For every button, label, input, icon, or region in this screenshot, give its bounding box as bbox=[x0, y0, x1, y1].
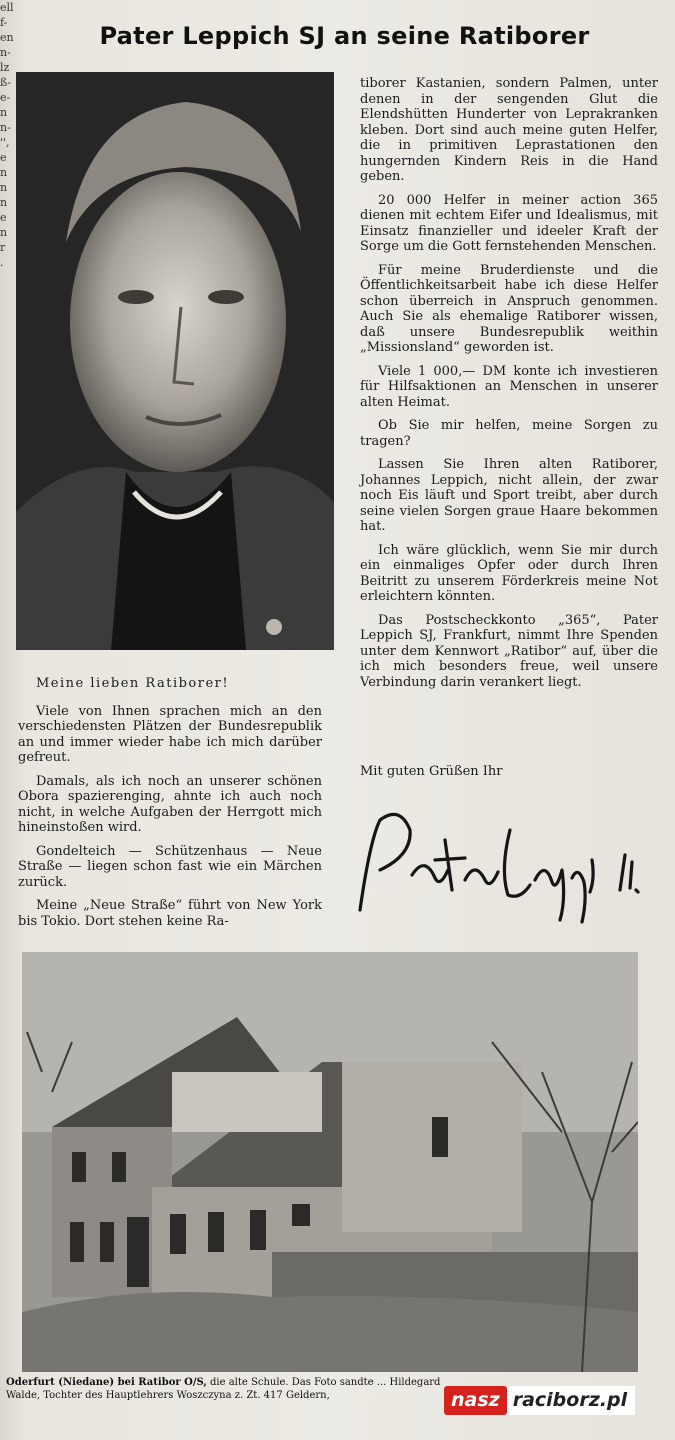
margin-fragment: n bbox=[0, 196, 8, 209]
handwritten-signature bbox=[340, 800, 650, 930]
paragraph: Ich wäre glücklich, wenn Sie mir durch ein einmaliges Opfer oder durch Ihren Beitritt zu unserem Förderkreis meine Not erleichtern könnten. bbox=[360, 542, 658, 604]
margin-fragment: n bbox=[0, 181, 8, 194]
margin-fragment: ell bbox=[0, 1, 14, 14]
margin-fragment: lz bbox=[0, 61, 10, 74]
article-title: Pater Leppich SJ an seine Ratiborer bbox=[99, 22, 590, 50]
margin-fragment: n bbox=[0, 226, 8, 239]
site-logo bbox=[444, 1383, 635, 1417]
caption-text: die alte Schule. Das Foto sandte ... Hildegard Walde, Tochter des Hauptlehrers Woszczyna z. Zt. 417 Geldern, bbox=[6, 1377, 441, 1401]
paragraph: Damals, als ich noch an unserer schönen Obora spazierenging, ahnte ich auch noch nicht, in welche Aufgaben der Herrgott mich hineinstoßen wird. bbox=[18, 773, 322, 835]
margin-fragment: '', bbox=[0, 136, 10, 149]
closing-line: Mit guten Grüßen Ihr bbox=[360, 764, 503, 779]
greeting: Meine lieben Ratiborer! bbox=[36, 676, 230, 691]
margin-fragment: en bbox=[0, 31, 14, 44]
margin-fragment: n bbox=[0, 106, 8, 119]
paragraph: Für meine Bruderdienste und die Öffentlichkeitsarbeit habe ich diese Helfer schon überreich in Anspruch genommen. Auch Sie als ehemalige Ratiborer wissen, daß unsere Bundesrepublik weithin „Missionsland“ geworden ist. bbox=[360, 262, 658, 355]
margin-fragment: e bbox=[0, 151, 7, 164]
margin-fragment: n bbox=[0, 166, 8, 179]
paragraph: Ob Sie mir helfen, meine Sorgen zu tragen? bbox=[360, 418, 658, 449]
margin-fragment: e bbox=[0, 211, 7, 224]
paragraph: 20 000 Helfer in meiner action 365 dienen mit echtem Eifer und Idealismus, mit Einsatz finanzieller und ideeler Kraft der Sorge um die Gott fernstehenden Menschen. bbox=[360, 192, 658, 254]
logo-part-2: raciborz.pl bbox=[507, 1386, 635, 1415]
margin-fragment: . bbox=[0, 256, 4, 269]
right-text-column bbox=[360, 76, 658, 698]
margin-text-column bbox=[0, 0, 14, 470]
margin-fragment: n- bbox=[0, 46, 11, 59]
margin-fragment: n- bbox=[0, 121, 11, 134]
photo-caption bbox=[6, 1376, 446, 1402]
paragraph: Viele von Ihnen sprachen mich an den verschiedensten Plätzen der Bundesrepublik an und immer wieder habe ich mich darüber gefreut. bbox=[18, 703, 322, 765]
school-building-photo bbox=[22, 952, 638, 1372]
paragraph: tiborer Kastanien, sondern Palmen, unter denen in der sengenden Glut die Elendshütten Hunderter von Leprakranken kleben. Dort sind auch meine guten Helfer, die in primitiven Leprastationen den hungernden Kindern Reis in die Hand geben. bbox=[360, 76, 658, 184]
caption-bold: Oderfurt (Niedane) bei Ratibor O/S, bbox=[6, 1377, 207, 1388]
paragraph: Das Postscheckkonto „365“, Pater Leppich SJ, Frankfurt, nimmt Ihre Spenden unter dem Kennwort „Ratibor“ auf, über die ich mich besonders freue, weil unsere Verbindung darin verankert liegt. bbox=[360, 612, 658, 690]
logo-part-1: nasz bbox=[444, 1386, 507, 1415]
margin-fragment: r bbox=[0, 241, 6, 254]
paragraph: Lassen Sie Ihren alten Ratiborer, Johannes Leppich, nicht allein, der zwar noch Eis läuft und Sport treibt, aber durch seine vielen Sorgen graue Haare bekommen hat. bbox=[360, 457, 658, 534]
left-text-column bbox=[18, 676, 322, 937]
paragraph: Meine „Neue Straße“ führt von New York bis Tokio. Dort stehen keine Ra- bbox=[18, 898, 322, 929]
margin-fragment: ß- bbox=[0, 76, 12, 89]
paragraph: Gondelteich — Schützenhaus — Neue Straße — liegen schon fast wie ein Märchen zurück. bbox=[18, 843, 322, 890]
portrait-photo bbox=[16, 72, 334, 650]
paragraph: Viele 1 000,— DM konte ich investieren für Hilfsaktionen an Menschen in unserer alten Heimat. bbox=[360, 363, 658, 410]
margin-fragment: e- bbox=[0, 91, 11, 104]
margin-fragment: f- bbox=[0, 16, 8, 29]
